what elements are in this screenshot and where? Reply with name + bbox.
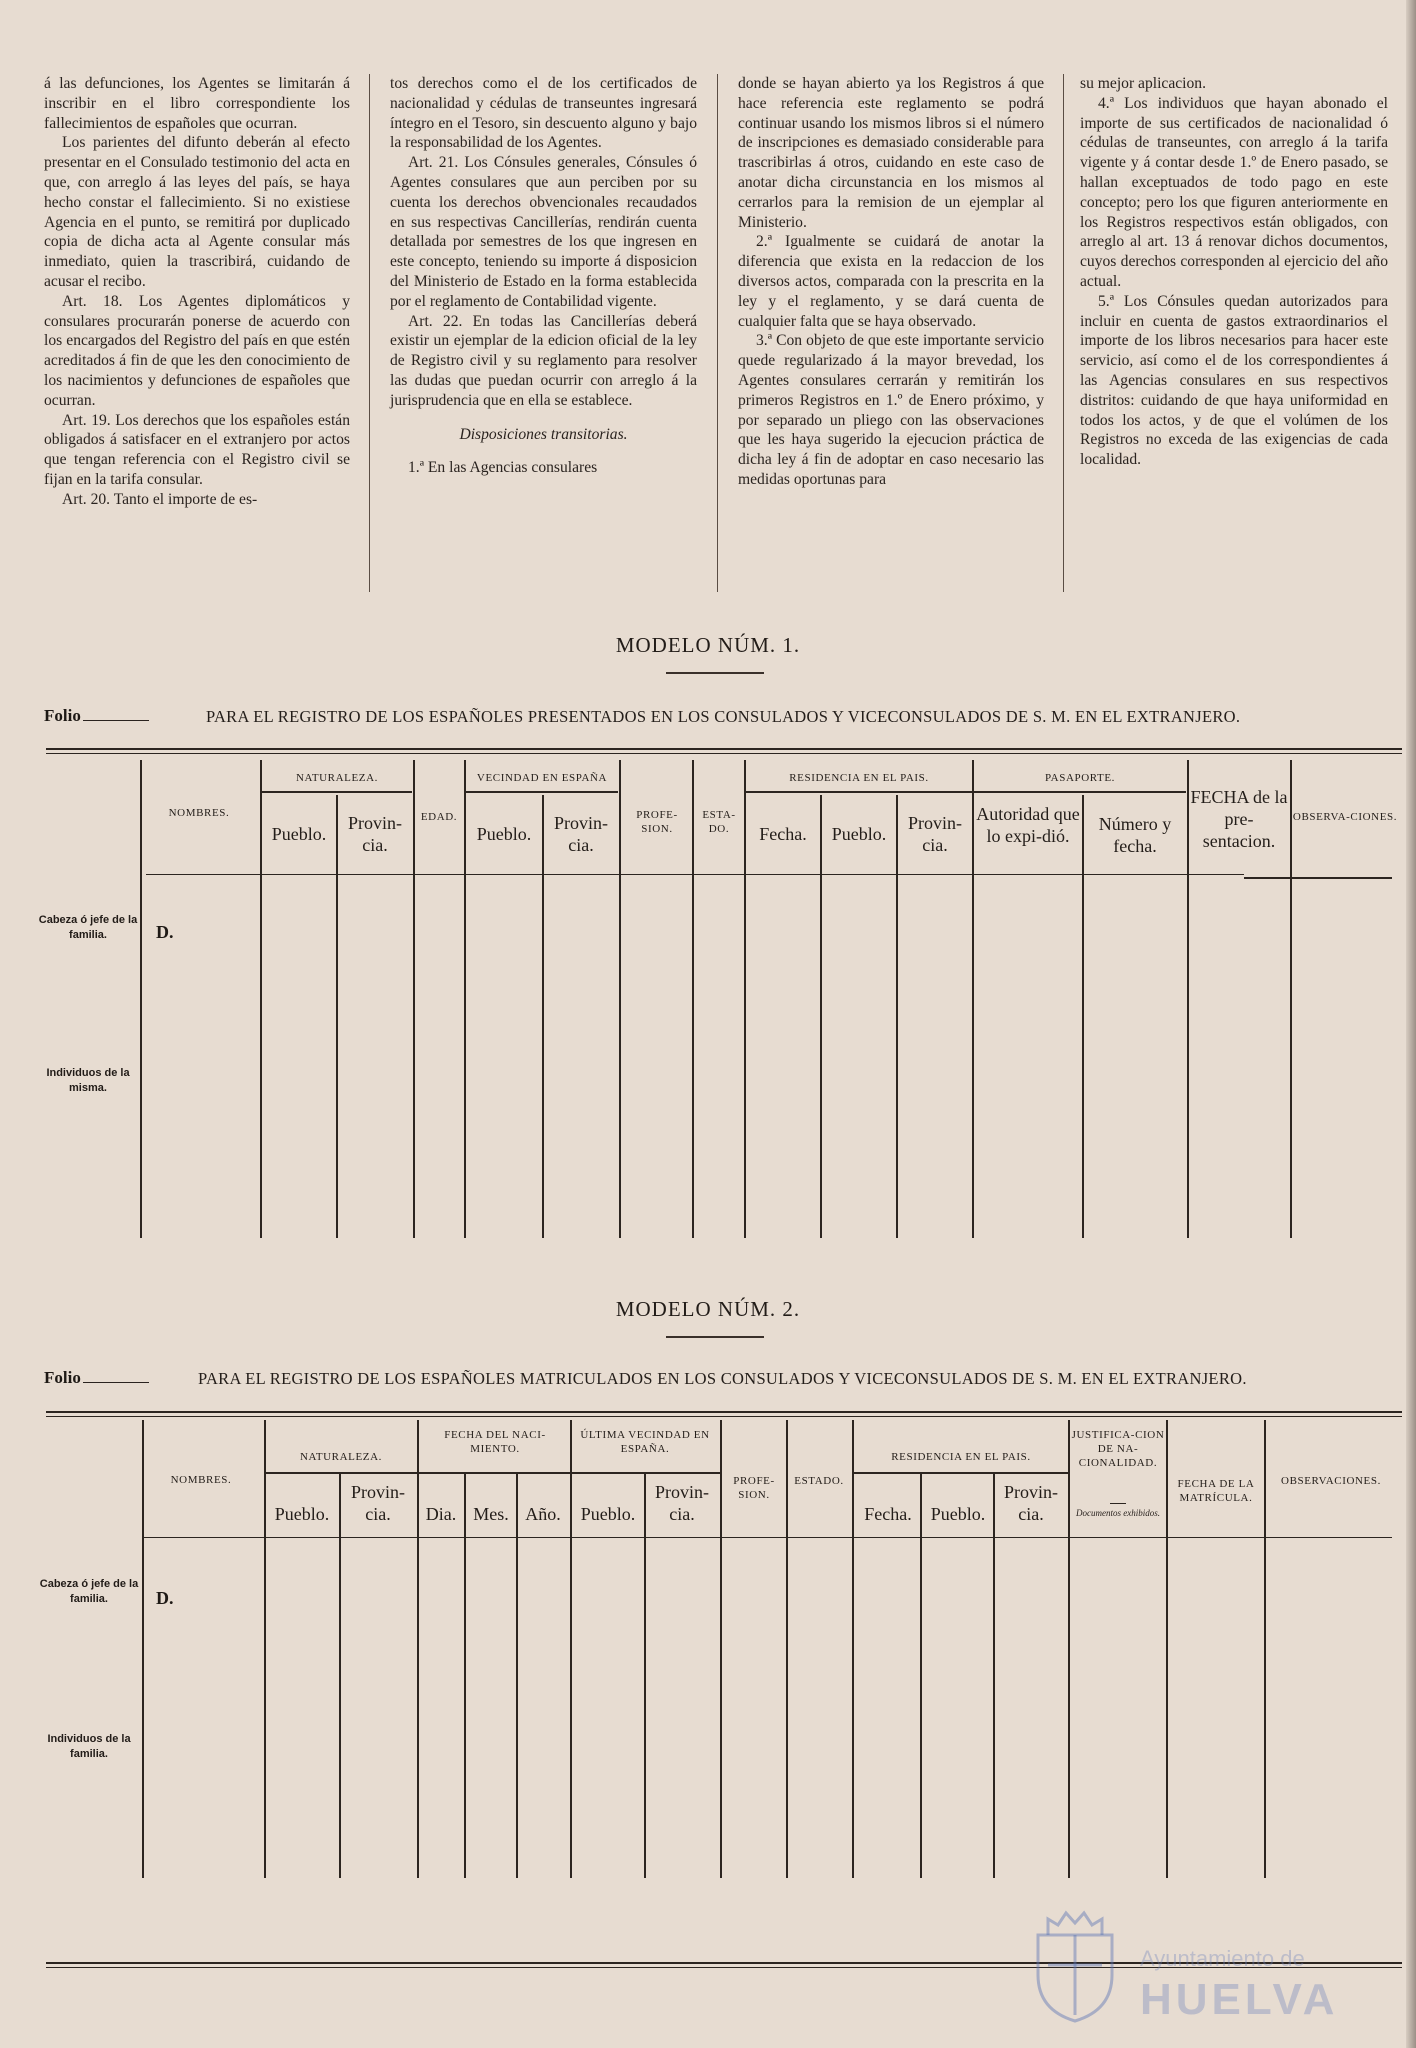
header-ultima-vecindad: ÚLTIMA VECINDAD EN ESPAÑA. <box>580 1429 710 1455</box>
paragraph: tos derechos como el de los certificados de nacionalidad y cédulas de transeuntes ingresará íntegro en el Tesoro, sin descuento alguno y bajo la responsabilidad de los Agentes. <box>390 75 697 152</box>
table-top-rule <box>46 1411 1402 1413</box>
header-rule <box>418 1472 570 1474</box>
column-line <box>570 1420 572 1878</box>
column-line <box>993 1474 995 1878</box>
folio-text: Folio <box>44 706 81 725</box>
watermark-line1: Ayuntamiento de <box>1140 1946 1305 1971</box>
crest-icon <box>1028 1905 1122 2025</box>
header-pasaporte: PASAPORTE. <box>1044 772 1116 784</box>
column-line <box>1187 760 1189 1238</box>
row-label-cabeza: Cabeza ó jefe de la familia. <box>38 914 138 941</box>
header-numero-fecha: Número y fecha. <box>1098 814 1172 856</box>
header-autoridad: Autoridad que lo expi-dió. <box>976 804 1080 846</box>
paragraph: 5.ª Los Cónsules quedan autorizados para incluir en cuenta de gastos extraordinarios el importe de los libros necesarios para hacer este servicio, así como el de los correspondientes á las Agencias consulares en sus respectivos distritos: cuidando de que haya uniformidad en todos los actos, y de que el volúmen de los Registros no exceda de las exigencias de cada localidad. <box>1080 292 1388 469</box>
column-line <box>336 795 338 1238</box>
header-anio: Año. <box>525 1504 561 1524</box>
column-rule <box>369 74 370 592</box>
header-fecha: Fecha. <box>864 1504 912 1524</box>
column-line <box>339 1474 341 1878</box>
header-rule <box>266 1472 418 1474</box>
header-estado: ESTADO. <box>794 1475 844 1487</box>
text-column-3 <box>738 74 1044 490</box>
header-naturaleza: NATURALEZA. <box>299 1451 383 1463</box>
header-fecha: Fecha. <box>759 824 807 844</box>
folio-label <box>44 706 149 726</box>
column-line <box>1166 1420 1168 1878</box>
folio-line <box>83 720 149 721</box>
header-nombres: NOMBRES. <box>168 807 230 819</box>
column-rule <box>1063 74 1064 592</box>
header-naturaleza: NATURALEZA. <box>295 772 379 784</box>
dash-rule <box>1110 1503 1126 1504</box>
paragraph: donde se hayan abierto ya los Registros á que hace referencia este reglamento se podrá continuar usando los mismos libros si el número de inscripciones es demasiado considerable para trascribirlas á otros, cuidando en este caso de anotar dicha circunstancia en los mismos al cerrarlos para la remision de un ejemplar al Ministerio. <box>738 75 1044 231</box>
text-column-4 <box>1080 74 1388 470</box>
d-mark: D. <box>156 922 174 942</box>
paragraph: á las defunciones, los Agentes se limitarán á inscribir en el libro correspondiente los fallecimientos de españoles que ocurran. <box>44 75 350 132</box>
header-rule <box>466 791 618 793</box>
header-rule <box>854 1472 1068 1474</box>
folio-text: Folio <box>44 1368 81 1387</box>
folio-line <box>83 1382 149 1383</box>
column-line <box>972 760 974 1238</box>
column-line <box>1264 1420 1266 1878</box>
paragraph: su mejor aplicacion. <box>1080 75 1207 92</box>
column-line <box>920 1474 922 1878</box>
header-provincia: Provin-cia. <box>908 813 962 855</box>
header-provincia: Provin-cia. <box>554 813 608 855</box>
column-line <box>1082 795 1084 1238</box>
column-line <box>464 760 466 1238</box>
header-profesion: PROFE-SION. <box>636 809 678 835</box>
paragraph: Art. 19. Los derechos que los españoles están obligados á satisfacer en el extranjero por actos que tengan referencia con el Registro civil se fijan en la tarifa consular. <box>44 411 350 488</box>
header-bottom-rule <box>142 1537 1392 1538</box>
header-fecha-nacimiento: FECHA DEL NACI-MIENTO. <box>444 1429 546 1455</box>
header-residencia: RESIDENCIA EN EL PAIS. <box>891 1451 1031 1463</box>
header-dia: Dia. <box>425 1504 457 1524</box>
header-edad: EDAD. <box>420 811 458 823</box>
watermark-line2: HUELVA <box>1140 1975 1339 2024</box>
column-line <box>720 1420 722 1878</box>
column-line <box>542 795 544 1238</box>
table-top-rule-thin <box>46 1416 1402 1417</box>
paragraph: Art. 22. En todas las Cancillerías deberá existir un ejemplar de la edicion oficial de la ley de Registro civil y su reglamento para resolver las dudas que puedan ocurrir con arreglo á la jurisprudencia que en ella se establece. <box>390 312 697 409</box>
header-observaciones: OBSERVACIONES. <box>1281 1475 1381 1487</box>
column-line <box>786 1420 788 1878</box>
header-estado: ESTA-DO. <box>702 809 736 835</box>
header-rule <box>262 791 412 793</box>
header-nombres: NOMBRES. <box>170 1474 232 1486</box>
folio-label <box>44 1368 149 1388</box>
header-vecindad: VECINDAD EN ESPAÑA <box>476 772 608 784</box>
header-provincia: Provin-cia. <box>655 1482 709 1524</box>
column-line <box>464 1474 466 1878</box>
text-column-2 <box>390 74 697 478</box>
paragraph: 4.ª Los individuos que hayan abonado el importe de sus certificados de nacionalidad ó cédulas de transeuntes, con arreglo á la tarifa vigente y á contar desde 1.º de Enero pasado, se hallan exceptuados de todo pago en este concepto; pero los que figuren anteriormente en los Registros respectivos están obligados, con arreglo al art. 13 á renovar dichos documentos, cuyos derechos corresponden al ejercicio del año actual. <box>1080 94 1388 290</box>
column-line <box>260 760 262 1238</box>
header-residencia: RESIDENCIA EN EL PAIS. <box>789 772 929 784</box>
header-pueblo: Pueblo. <box>831 824 887 844</box>
paragraph: Art. 21. Los Cónsules generales, Cónsules ó Agentes consulares que aun perciben por su cuenta los derechos obvencionales recaudados en sus respectivas Cancillerías, rendirán cuenta detallada por semestres de los que ingresen en este concepto, teniendo su importe á disposicion del Ministerio de Estado en la forma establecida por el reglamento de Contabilidad vigente. <box>390 154 697 310</box>
header-profesion: PROFE-SION. <box>733 1475 775 1501</box>
column-line <box>417 1420 419 1878</box>
header-justificacion: JUSTIFICA-CION DE NA-CIONALIDAD. <box>1071 1429 1165 1469</box>
column-line <box>852 1420 854 1878</box>
column-line <box>619 760 621 1238</box>
column-line <box>413 760 415 1238</box>
column-line <box>896 795 898 1238</box>
heading-rule <box>666 672 764 674</box>
paragraph: Los parientes del difunto deberán al efecto presentar en el Consulado testimonio del acta en que, con arreglo á las leyes del país, se haya hecho constar el fallecimiento. Si no existiese Agencia en el punto, se remitirá por duplicado copia de dicha acta al Agente consular más inmediato, quien la trascribirá, cuidando de acusar el recibo. <box>44 134 350 290</box>
modelo-1-heading: MODELO NÚM. 1. <box>615 633 801 657</box>
header-rule <box>572 1472 720 1474</box>
form-1-title: PARA EL REGISTRO DE LOS ESPAÑOLES PRESENTADOS EN LOS CONSULADOS Y VICECONSULADOS DE S. M. EN EL EXTRANJERO. <box>206 707 1241 726</box>
paragraph: Art. 18. Los Agentes diplomáticos y consulares procurarán ponerse de acuerdo con los encargados del Registro del país en que estén acreditados á fin de que les den conocimiento de los nacimientos y defunciones de españoles que ocurran. <box>44 292 350 409</box>
paragraph: 3.ª Con objeto de que este importante servicio quede regularizado á la mayor brevedad, los Agentes consulares cerrarán y remitirán los primeros Registros en 1.º de Enero próximo, y por separado un pliego con las observaciones que les haya sugerido la ejecucion práctica de dicha ley á fin de adoptar en caso necesario las medidas oportunas para <box>738 332 1044 488</box>
row-label-individuos: Individuos de la familia. <box>47 1733 131 1760</box>
text-column-1 <box>44 74 350 510</box>
header-pueblo: Pueblo. <box>271 824 327 844</box>
column-line <box>820 795 822 1238</box>
header-rule <box>974 791 1186 793</box>
page-edge <box>1406 0 1416 2048</box>
section-heading: Disposiciones transitorias. <box>459 425 628 443</box>
column-line <box>744 760 746 1238</box>
header-documentos: Documentos exhibidos. <box>1076 1508 1160 1518</box>
header-bottom-rule <box>1244 877 1392 879</box>
modelo-2-heading: MODELO NÚM. 2. <box>615 1297 801 1321</box>
header-bottom-rule <box>146 874 1244 875</box>
form-2-title: PARA EL REGISTRO DE LOS ESPAÑOLES MATRICULADOS EN LOS CONSULADOS Y VICECONSULADOS DE S. M. EN EL EXTRANJERO. <box>198 1369 1247 1388</box>
header-pueblo: Pueblo. <box>476 824 532 844</box>
header-provincia: Provin-cia. <box>1004 1482 1058 1524</box>
header-fecha-presentacion: FECHA de la pre-sentacion. <box>1190 787 1288 851</box>
header-provincia: Provin-cia. <box>351 1482 405 1524</box>
row-label-individuos: Individuos de la misma. <box>46 1067 130 1094</box>
header-rule <box>746 791 972 793</box>
paragraph: 1.ª En las Agencias consulares <box>408 459 598 477</box>
header-pueblo: Pueblo. <box>580 1504 636 1524</box>
header-fecha-matricula: FECHA DE LA MATRÍCULA. <box>1177 1478 1255 1504</box>
column-rule <box>717 74 718 592</box>
table-top-rule-thin <box>46 753 1402 754</box>
column-line <box>1290 760 1292 1238</box>
heading-rule <box>666 1336 764 1338</box>
header-observaciones: OBSERVA-CIONES. <box>1292 811 1398 823</box>
header-pueblo: Pueblo. <box>930 1504 986 1524</box>
column-line <box>516 1474 518 1878</box>
paragraph: 2.ª Igualmente se cuidará de anotar la diferencia que exista en la redaccion de los diversos actos, comparada con la prescrita en la ley y el reglamento, y se dará cuenta de cualquier falta que se haya observado. <box>738 233 1044 330</box>
column-line <box>1068 1420 1070 1878</box>
column-line <box>140 760 142 1238</box>
column-line <box>644 1474 646 1878</box>
paragraph: Art. 20. Tanto el importe de es- <box>62 490 258 508</box>
header-provincia: Provin-cia. <box>348 813 402 855</box>
column-line <box>692 760 694 1238</box>
header-pueblo: Pueblo. <box>274 1504 330 1524</box>
header-mes: Mes. <box>473 1504 509 1524</box>
column-line <box>142 1420 144 1878</box>
column-line <box>264 1420 266 1878</box>
row-label-cabeza: Cabeza ó jefe de la familia. <box>39 1578 139 1605</box>
table-top-rule <box>46 748 1402 750</box>
d-mark: D. <box>156 1588 174 1608</box>
